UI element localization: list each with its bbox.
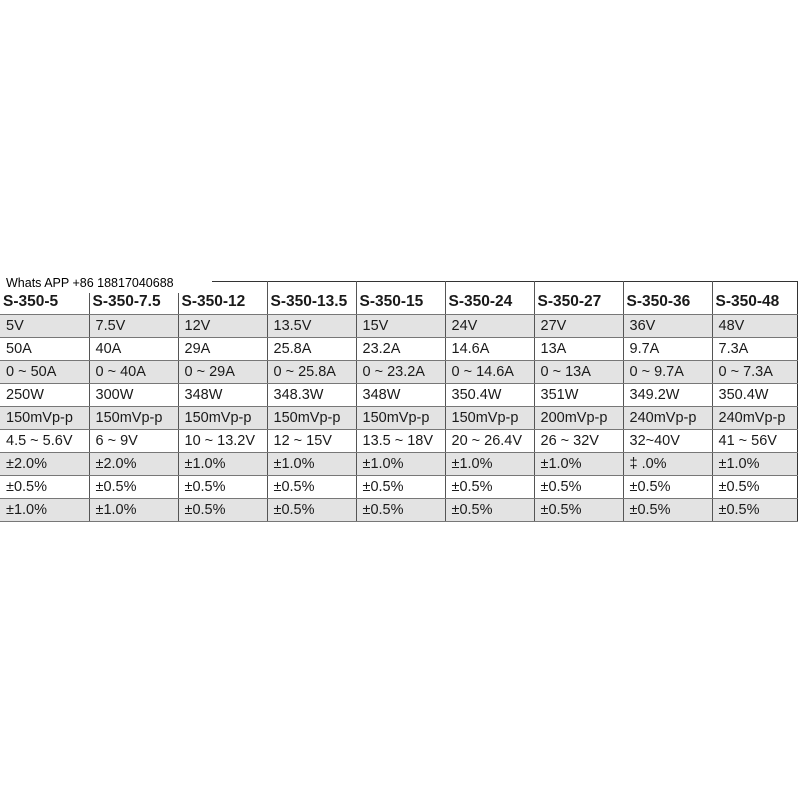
table-cell: ±0.5% — [534, 476, 623, 499]
table-row — [0, 499, 797, 522]
table-cell: 26 ~ 32V — [534, 430, 623, 453]
table-cell: 40A — [89, 338, 178, 361]
table-row — [0, 315, 797, 338]
table-cell: 10 ~ 13.2V — [178, 430, 267, 453]
table-cell: 9.7A — [623, 338, 712, 361]
table-cell: ±0.5% — [623, 476, 712, 499]
table-cell: ±0.5% — [267, 499, 356, 522]
table-cell: ±1.0% — [178, 453, 267, 476]
table-cell: 0 ~ 25.8A — [267, 361, 356, 384]
table-cell: ±0.5% — [356, 476, 445, 499]
model-header: S-350-7.5 — [89, 282, 178, 315]
table-cell: ±1.0% — [534, 453, 623, 476]
table-cell: 300W — [89, 384, 178, 407]
table-cell: ±2.0% — [0, 453, 89, 476]
table-cell: ‡ .0% — [623, 453, 712, 476]
table-cell: ±0.5% — [0, 476, 89, 499]
table-cell: 349.2W — [623, 384, 712, 407]
table-cell: 7.5V — [89, 315, 178, 338]
table-cell: 350.4W — [445, 384, 534, 407]
table-cell: ±0.5% — [712, 499, 797, 522]
table-cell: ±0.5% — [178, 499, 267, 522]
table-cell: 348W — [356, 384, 445, 407]
table-cell: 4.5 ~ 5.6V — [0, 430, 89, 453]
table-cell: ±1.0% — [445, 453, 534, 476]
table-row — [0, 430, 797, 453]
table-cell: 29A — [178, 338, 267, 361]
table-cell: 41 ~ 56V — [712, 430, 797, 453]
table-cell: ±0.5% — [534, 499, 623, 522]
table-cell: 36V — [623, 315, 712, 338]
table-cell: 7.3A — [712, 338, 797, 361]
table-cell: 0 ~ 40A — [89, 361, 178, 384]
table-cell: 0 ~ 14.6A — [445, 361, 534, 384]
table-cell: 25.8A — [267, 338, 356, 361]
table-body — [0, 282, 797, 522]
table-cell: 0 ~ 9.7A — [623, 361, 712, 384]
model-header: S-350-15 — [356, 282, 445, 315]
table-cell: 27V — [534, 315, 623, 338]
table-cell: ±1.0% — [356, 453, 445, 476]
model-header: S-350-36 — [623, 282, 712, 315]
table-cell: ±0.5% — [178, 476, 267, 499]
model-header: S-350-5 — [0, 282, 89, 315]
spec-table — [0, 281, 798, 522]
table-cell: ±0.5% — [356, 499, 445, 522]
table-cell: 20 ~ 26.4V — [445, 430, 534, 453]
model-header: S-350-13.5 — [267, 282, 356, 315]
table-cell: 32~40V — [623, 430, 712, 453]
table-cell: 0 ~ 7.3A — [712, 361, 797, 384]
table-row — [0, 476, 797, 499]
table-cell: ±0.5% — [89, 476, 178, 499]
table-cell: 13A — [534, 338, 623, 361]
table-cell: 48V — [712, 315, 797, 338]
table-cell: 250W — [0, 384, 89, 407]
table-cell: 12 ~ 15V — [267, 430, 356, 453]
table-cell: ±1.0% — [0, 499, 89, 522]
table-cell: 14.6A — [445, 338, 534, 361]
table-cell: 24V — [445, 315, 534, 338]
table-row — [0, 407, 797, 430]
watermark-label: Whats APP +86 18817040688 — [0, 273, 212, 293]
table-cell: ±1.0% — [89, 499, 178, 522]
model-header: S-350-27 — [534, 282, 623, 315]
table-cell: 150mVp-p — [445, 407, 534, 430]
table-cell: 150mVp-p — [0, 407, 89, 430]
table-cell: 351W — [534, 384, 623, 407]
table-cell: 5V — [0, 315, 89, 338]
table-cell: 6 ~ 9V — [89, 430, 178, 453]
table-cell: 50A — [0, 338, 89, 361]
table-cell: 0 ~ 23.2A — [356, 361, 445, 384]
table-cell: 0 ~ 50A — [0, 361, 89, 384]
table-cell: 23.2A — [356, 338, 445, 361]
table-cell: 150mVp-p — [356, 407, 445, 430]
table-row — [0, 453, 797, 476]
table-cell: 150mVp-p — [89, 407, 178, 430]
table-cell: 150mVp-p — [178, 407, 267, 430]
table-cell: ±0.5% — [712, 476, 797, 499]
table-cell: 15V — [356, 315, 445, 338]
table-cell: 348W — [178, 384, 267, 407]
table-cell: 150mVp-p — [267, 407, 356, 430]
table-cell: 240mVp-p — [712, 407, 797, 430]
table-cell: ±0.5% — [623, 499, 712, 522]
table-cell: 0 ~ 29A — [178, 361, 267, 384]
model-header: S-350-48 — [712, 282, 797, 315]
table-cell: 13.5V — [267, 315, 356, 338]
table-cell: 200mVp-p — [534, 407, 623, 430]
table-cell: 13.5 ~ 18V — [356, 430, 445, 453]
table-cell: ±0.5% — [267, 476, 356, 499]
table-row — [0, 338, 797, 361]
table-cell: ±0.5% — [445, 476, 534, 499]
table-cell: 240mVp-p — [623, 407, 712, 430]
table-cell: 12V — [178, 315, 267, 338]
table-cell: 348.3W — [267, 384, 356, 407]
table-cell: 350.4W — [712, 384, 797, 407]
model-header: S-350-24 — [445, 282, 534, 315]
table-cell: ±0.5% — [445, 499, 534, 522]
model-header: S-350-12 — [178, 282, 267, 315]
table-row — [0, 384, 797, 407]
table-cell: 0 ~ 13A — [534, 361, 623, 384]
table-row — [0, 361, 797, 384]
table-cell: ±1.0% — [712, 453, 797, 476]
table-cell: ±2.0% — [89, 453, 178, 476]
table-cell: ±1.0% — [267, 453, 356, 476]
